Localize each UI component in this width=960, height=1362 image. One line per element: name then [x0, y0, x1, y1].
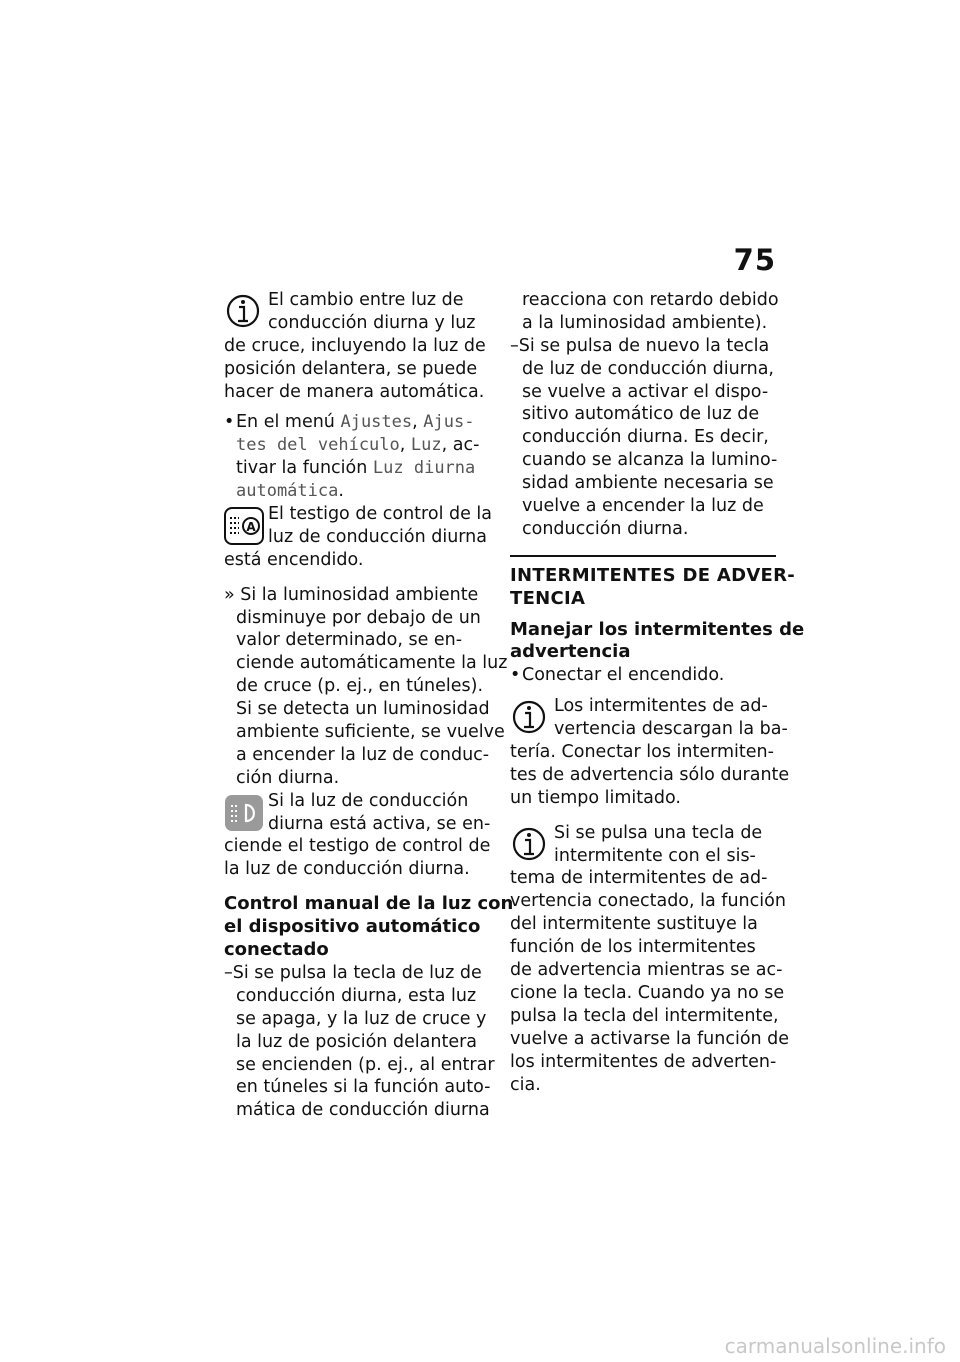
note-line: de advertencia mientras se ac- — [510, 960, 783, 981]
info-icon — [224, 291, 264, 331]
info-note-turn-signal — [510, 822, 790, 1097]
dash-line: se vuelve a activar el dispo- — [522, 381, 769, 402]
indicator-note-daytime-light — [224, 503, 493, 572]
note-line: cia. — [510, 1074, 541, 1095]
note-line: hacer de manera automática. — [224, 381, 485, 402]
result-line: valor determinado, se en- — [236, 630, 463, 651]
result-ambient-light — [224, 584, 508, 790]
note-line: conducción diurna y luz — [268, 312, 476, 333]
dash-line: se encienden (p. ej., al entrar — [236, 1054, 495, 1075]
note-line: función de los intermitentes — [510, 937, 756, 958]
note-line: de cruce, incluyendo la luz de — [224, 335, 486, 356]
note-line: Los intermitentes de ad- — [554, 696, 768, 717]
indicator-line: está encendido. — [224, 549, 364, 570]
indicator-line: ciende el testigo de control de — [224, 836, 491, 857]
result-line: ambiente suficiente, se vuelve — [236, 722, 505, 743]
indicator-line: la luz de conducción diurna. — [224, 859, 470, 880]
indicator-note-daytime-active — [224, 790, 490, 882]
dash-line: cuando se alcanza la lumino- — [522, 450, 778, 471]
dash-line: vuelve a encender la luz de — [522, 496, 764, 517]
note-line: pulsa la tecla del intermitente, — [510, 1005, 779, 1026]
dash-line: conducción diurna. — [522, 518, 689, 539]
heading-manual-control: Control manual de la luz con el dispositivo automático conectado — [224, 893, 514, 961]
dash-line: se apaga, y la luz de cruce y — [236, 1008, 487, 1029]
indicator-line: diurna está activa, se en- — [268, 813, 491, 834]
note-line: tema de intermitentes de ad- — [510, 868, 768, 889]
result-line: a encender la luz de conduc- — [236, 744, 490, 765]
section-title-hazard-lights: INTERMITENTES DE ADVER- TENCIA — [510, 555, 776, 611]
dash-line: reacciona con retardo debido — [522, 290, 779, 310]
svg-text:A: A — [246, 520, 256, 535]
info-note-daytime-switch — [224, 289, 490, 403]
dash-line: conducción diurna, esta luz — [236, 985, 477, 1006]
note-line: vuelve a activarse la función de — [510, 1028, 790, 1049]
note-line: un tiempo limitado. — [510, 787, 681, 808]
step-menu-settings — [224, 411, 490, 503]
dash-item-press-again — [510, 335, 776, 541]
dash-line: en túneles si la función auto- — [236, 1077, 491, 1098]
step-line: •En el menú Ajustes, Ajus- — [224, 412, 475, 433]
result-line: ciende automáticamente la luz — [236, 653, 508, 674]
dash-item-continuation — [510, 289, 779, 335]
bullet-icon: • — [224, 412, 235, 433]
step-ignition: •Conectar el encendido. — [510, 665, 725, 686]
right-column — [510, 289, 805, 1096]
page-number: 75 — [733, 243, 776, 277]
step-line: automática. — [236, 481, 344, 502]
indicator-line: luz de conducción diurna — [268, 526, 487, 547]
dash-line: la luz de posición delantera — [236, 1031, 478, 1052]
dash-line: de luz de conducción diurna, — [522, 358, 774, 379]
dash-line: conducción diurna. Es decir, — [522, 427, 769, 448]
dash-line: sidad ambiente necesaria se — [522, 473, 774, 494]
note-line: Si se pulsa una tecla de — [554, 822, 763, 843]
result-line: disminuye por debajo de un — [236, 607, 481, 628]
note-line: vertencia descargan la ba- — [554, 719, 788, 740]
dash-line: mática de conducción diurna — [236, 1100, 490, 1121]
indicator-line: El testigo de control de la — [268, 504, 493, 525]
info-note-battery — [510, 695, 790, 809]
result-line: » Si la luminosidad ambiente — [224, 584, 479, 605]
bullet-icon: • — [510, 665, 521, 686]
note-line: El cambio entre luz de — [268, 290, 464, 310]
note-line: intermitente con el sis- — [554, 845, 756, 866]
note-line: posición delantera, se puede — [224, 358, 478, 379]
dash-line: –Si se pulsa la tecla de luz de — [224, 962, 482, 983]
dash-line: a la luminosidad ambiente). — [522, 312, 768, 333]
dash-line: –Si se pulsa de nuevo la tecla — [510, 335, 770, 356]
note-line: tes de advertencia sólo durante — [510, 764, 790, 785]
result-line: de cruce (p. ej., en túneles). — [236, 676, 484, 697]
indicator-line: Si la luz de conducción — [268, 790, 469, 811]
note-line: del intermitente sustituye la — [510, 914, 758, 935]
note-line: cione la tecla. Cuando ya no se — [510, 982, 785, 1003]
dash-line: sitivo automático de luz de — [522, 404, 760, 425]
daytime-running-light-icon — [224, 794, 264, 832]
step-line: tivar la función Luz diurna — [236, 458, 476, 479]
step-line: tes del vehículo, Luz, ac- — [236, 435, 480, 456]
note-line: los intermitentes de adverten- — [510, 1051, 777, 1072]
info-icon — [510, 697, 550, 737]
note-line: tería. Conectar los intermiten- — [510, 742, 774, 763]
dash-item-press-button — [224, 962, 495, 1122]
info-icon — [510, 824, 550, 864]
subheading-operate-hazard: Manejar los intermitentes de advertencia — [510, 618, 805, 663]
watermark-link[interactable]: carmanualsonline.info — [724, 1334, 946, 1358]
left-column — [224, 289, 514, 1122]
result-line: ción diurna. — [236, 767, 340, 788]
note-line: vertencia conectado, la función — [510, 891, 786, 912]
automatic-daytime-light-indicator-icon — [224, 507, 264, 545]
result-line: Si se detecta un luminosidad — [236, 699, 490, 720]
